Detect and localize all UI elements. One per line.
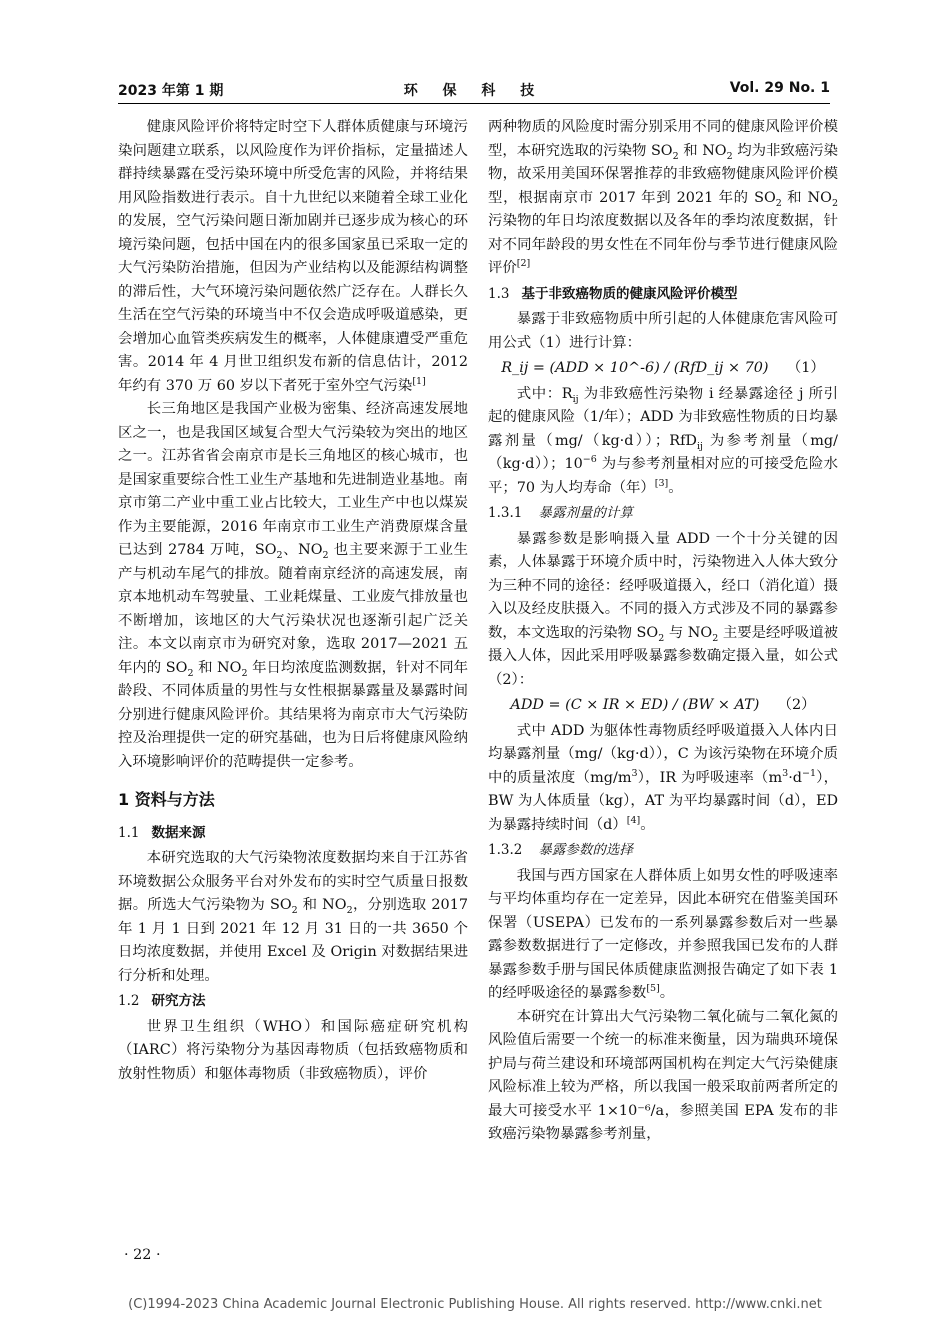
journal-title: 环 保 科 技: [403, 83, 545, 99]
copyright-footer: (C)1994-2023 China Academic Journal Electronic Publishing House. All rights reserved. http://www.cnki.net: [128, 1297, 822, 1312]
left-column: [118, 116, 468, 1086]
paragraph: 世界卫生组织（WHO）和国际癌症研究机构（IARC）将污染物分为基因毒物质（包括致癌物质和放射性物质）和躯体毒物质（非致癌物质），评价: [118, 1018, 468, 1082]
paragraph: 本研究选取的大气污染物浓度数据均来自于江苏省环境数据公众服务平台对外发布的实时空气质量日报数据。所选大气污染物为 $SO_2$ 和 $NO_2$，分别选取 2017 年 1 月 1 日到 2021 年 12 月 31 日的一共 3650 个日均浓度数据，并使用 Excel 及 Origin 对数据结果进行分析和处理。: [118, 850, 468, 984]
equation-1: R_ij = (ADD × 10^-6) / (RfD_ij × 70) （1）: [501, 360, 825, 376]
subsubsection-heading: 1.3.2 暴露参数的选择: [488, 842, 633, 858]
subsubsection-heading: 1.3.1 暴露剂量的计算: [488, 505, 633, 521]
running-header: [118, 76, 830, 102]
paragraph: 式中：$R_{ij}$ 为非致癌性污染物 i 经暴露途径 j 所引起的健康风险（1/年）；ADD 为非致癌性物质的日均暴露剂量（mg/（kg·d））；RfD$_{ij}$ 为参考剂量（mg/（kg·d））；$10^{-6}$ 为与参考剂量相对应的可接受危险水平；70 为人均寿命（年）[3]。: [488, 385, 839, 496]
page-number: · 22 ·: [124, 1247, 161, 1263]
paragraph: 我国与西方国家在人群体质上如男女性的呼吸速率与平均体重均存在一定差异，因此本研究在借鉴美国环保署（USEPA）已发布的一系列暴露参数后对一些暴露参数数据进行了一定修改，并参照我国已发布的人群暴露参数手册与国民体质健康监测报告确定了如下表 1 的经呼吸途径的暴露参数[5]。: [488, 867, 838, 1001]
paragraph: 两种物质的风险度时需分别采用不同的健康风险评价模型，本研究选取的污染物 $SO_2$ 和 $NO_2$ 均为非致癌污染物，故采用美国环保署推荐的非致癌物健康风险评价模型，根据南京市 2017 年到 2021 年的 $SO_2$ 和 $NO_2$ 污染物的年日均浓度数据以及各年的季均浓度数据，针对不同年龄段的男女性在不同年份与季节进行健康风险评价[2]: [488, 119, 839, 276]
volume-label: Vol. 29 No. 1: [729, 80, 830, 96]
paragraph: 本研究在计算出大气污染物二氧化硫与二氧化氮的风险值后需要一个统一的标准来衡量，因为瑞典环境保护局与荷兰建设和环境部两国机构在判定大气污染健康风险标准上较为严格，所以我国一般采取前两者所定的最大可接受水平 1×10⁻⁶/a，参照美国 EPA 发布的非致癌污染物暴露参考剂量，: [488, 1008, 838, 1142]
section-heading: 1 资料与方法: [118, 790, 215, 809]
paragraph: 暴露参数是影响摄入量 ADD 一个十分关键的因素，人体暴露于环境介质中时，污染物进入人体大致分为三种不同的途径：经呼吸道摄入，经口（消化道）摄入以及经皮肤摄入。不同的摄入方式涉及不同的暴露参数，本文选取的污染物 $SO_2$ 与 $NO_2$ 主要是经呼吸道被摄入人体，因此采用呼吸暴露参数确定摄入量，如公式（2）：: [488, 530, 838, 688]
issue-label: 2023 年第 1 期: [118, 83, 224, 99]
subsection-heading: 1.1 数据来源: [118, 824, 206, 841]
right-column: [488, 116, 838, 1147]
subsection-heading: 1.2 研究方法: [118, 993, 206, 1009]
header-rule: [118, 103, 830, 104]
paragraph: 式中 ADD 为躯体性毒物质经呼吸道摄入人体内日均暴露剂量（mg/（kg·d）），C 为该污染物在环境介质中的质量浓度$(mg/m^3)$，IR 为呼吸速率$(m^3\cdot d^{-1})$，BW 为人体质量（kg），AT 为平均暴露时间（d），ED 为暴露持续时间（d）[4]。: [488, 722, 838, 833]
paragraph: 长三角地区是我国产业极为密集、经济高速发展地区之一，也是我国区域复合型大气污染较为突出的地区之一。江苏省省会南京市是长三角地区的核心城市，也是国家重要综合性工业生产基地和先进制造业基地。南京市第二产业中重工业占比较大，工业生产中也以煤炭作为主要能源，2016 年南京市工业生产消费原煤含量已达到 2784 万吨，$SO_2$、$NO_2$ 也主要来源于工业生产与机动车尾气的排放。随着南京经济的高速发展，南京本地机动车驾驶量、工业耗煤量、工业废气排放量也不断增加，该地区的大气污染状况也逐渐引起广泛关注。本文以南京市为研究对象，选取 2017—2021 五年内的 $SO_2$ 和 $NO_2$ 年日均浓度监测数据，针对不同年龄段、不同体质量的男性与女性根据暴露量及暴露时间分别进行健康风险评价。其结果将为南京市大气污染防控及治理提供一定的研究基础，也为日后将健康风险纳入环境影响评价的范畴提供一定参考。: [118, 401, 469, 770]
equation-2: ADD = (C × IR × ED) / (BW × AT) （2）: [510, 697, 816, 713]
paragraph: 健康风险评价将特定时空下人群体质健康与环境污染问题建立联系，以风险度作为评价指标，定量描述人群持续暴露在受污染环境中所受危害的风险，并将结果用风险指数进行表示。自十九世纪以来随着全球工业化的发展，空气污染问题日渐加剧并已逐步成为核心的环境污染问题，包括中国在内的很多国家虽已采取一定的大气污染防治措施，但因为产业结构以及能源结构调整的滞后性，大气环境污染问题依然广泛存在。人群长久生活在空气污染的环境当中不仅会造成呼吸道感染，更会增加心血管类疾病发生的概率，人体健康遭受严重危害。2014 年 4 月世卫组织发布新的信息估计，2012 年约有 370 万 60 岁以下者死于室外空气污染[1]: [118, 119, 468, 394]
paragraph: 暴露于非致癌物质中所引起的人体健康危害风险可用公式（1）进行计算：: [488, 311, 838, 351]
subsection-heading: 1.3 基于非致癌物质的健康风险评价模型: [488, 285, 738, 302]
